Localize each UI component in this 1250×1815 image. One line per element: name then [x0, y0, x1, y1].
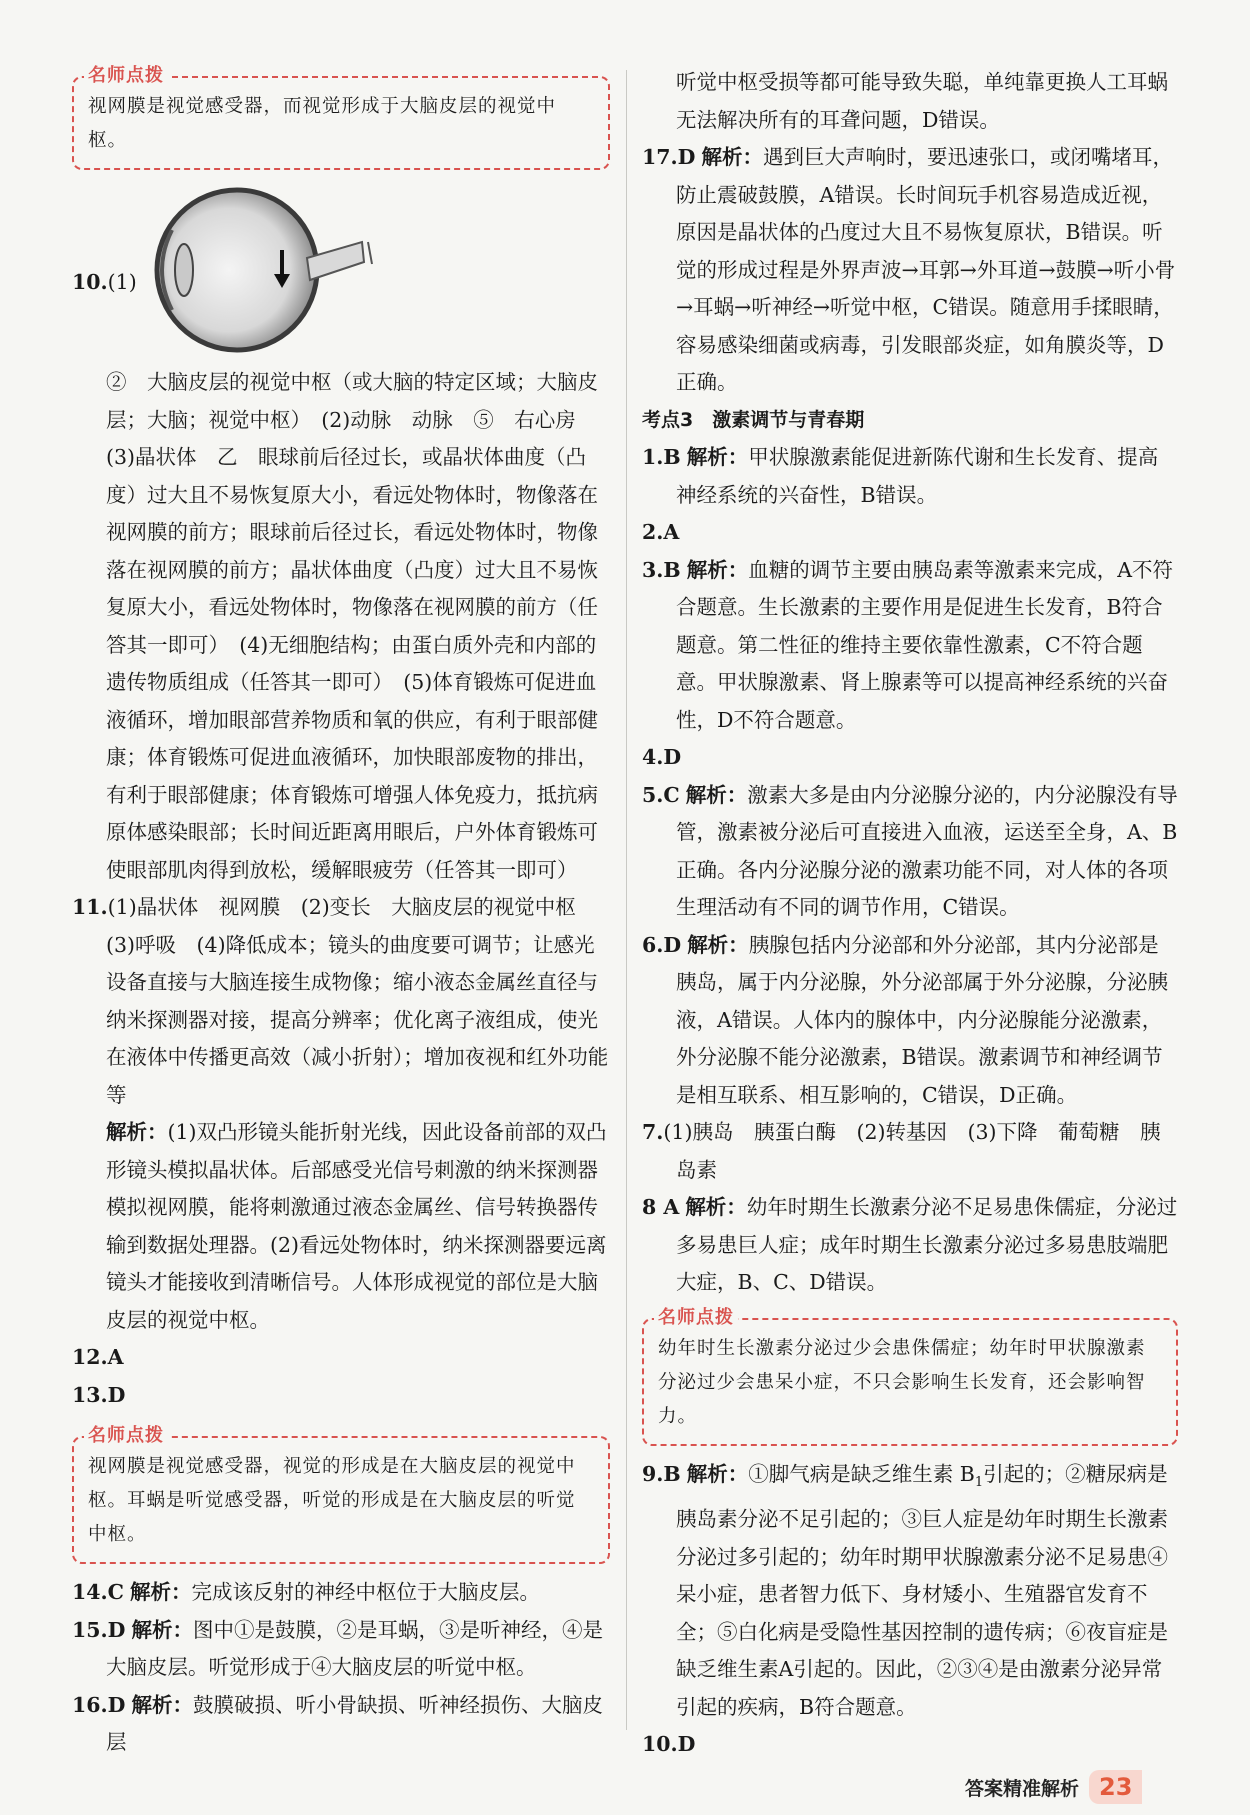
teacher-tip-box — [72, 1425, 610, 1564]
q14-answer: 14.C 解析：完成该反射的神经中枢位于大脑皮层。 — [72, 1580, 540, 1604]
column-divider — [626, 70, 627, 1730]
q16-answer: 16.D 解析：鼓膜破损、听小骨缺损、听神经损伤、大脑皮层 — [72, 1692, 603, 1754]
r10-answer: 10.D — [642, 1732, 696, 1757]
q10-answer — [72, 364, 610, 889]
r9-answer: 9.B 解析：①脚气病是缺乏维生素 $B_1$引起的；②糖尿病是胰岛素分泌不足引起的；③巨人症是幼年时期生长激素分泌过多引起的；幼年时期甲状腺激素分泌不足易患④呆小症，患者智力低下、身材矮小、生殖器官发育不全；⑤白化病是受隐性基因控制的遗传病；⑥夜盲症是缺乏维生素A引起的。因此，②③④是由激素分泌异常引起的疾病，B符合题意。 — [642, 1461, 1168, 1719]
tip-text: 视网膜是视觉感受器，视觉的形成是在大脑皮层的视觉中枢。耳蜗是听觉感受器，听觉的形成是在大脑皮层的听觉中枢。 — [88, 1456, 576, 1545]
r3-answer: 3.B 解析：血糖的调节主要由胰岛素等激素来完成，A不符合题意。生长激素的主要作用是促进生长发育，B符合题意。第二性征的维持主要依靠性激素，C不符合题意。甲状腺激素、肾上腺素等可以提高神经系统的兴奋性，D不符合题意。 — [642, 557, 1174, 732]
q11-analysis: 解析：(1)双凸形镜头能折射光线，因此设备前部的双凸形镜头模拟晶状体。后部感受光信号刺激的纳米探测器模拟视网膜，能将刺激通过液态金属丝、信号转换器传输到数据处理器。(2)看远处物体时，纳米探测器要远离镜头才能接收到清晰信号。人体形成视觉的部位是大脑皮层的视觉中枢。 — [106, 1120, 607, 1332]
footer-label: 答案精准解析 — [965, 1777, 1080, 1800]
right-column — [642, 64, 1178, 1764]
q13-answer: 13.D — [72, 1382, 126, 1407]
q10-eye-diagram-row — [72, 180, 610, 360]
q11-answer: 11.(1)晶状体 视网膜 (2)变长 大脑皮层的视觉中枢 (3)呼吸 (4)降低成本；镜头的曲度要可调节；让感光设备直接与大脑连接生成物像；缩小液态金属丝直径与纳米探测器对接，提高分辨率；优化离子液组成，使光在液体中传播更高效（减小折射）；增加夜视和红外功能等 — [72, 895, 609, 1107]
q10-label: 10.(1) — [72, 270, 137, 294]
page-number: 23 — [1089, 1770, 1142, 1804]
tip-label: 名师点拨 — [84, 64, 168, 88]
tip-text: 幼年时生长激素分泌过少会患侏儒症；幼年时甲状腺激素分泌过少会患呆小症，不只会影响生长发育，还会影响智力。 — [658, 1337, 1146, 1427]
r2-answer: 2.A — [642, 520, 680, 544]
tip-label: 名师点拨 — [654, 1306, 738, 1330]
r7-answer: 7.(1)胰岛 胰蛋白酶 (2)转基因 (3)下降 葡萄糖 胰岛素 — [642, 1120, 1161, 1182]
teacher-tip-box — [642, 1306, 1178, 1446]
tip-label: 名师点拨 — [84, 1424, 168, 1448]
r6-answer: 6.D 解析：胰腺包括内分泌部和外分泌部，其内分泌部是胰岛，属于内分泌腺，外分泌部属于外分泌腺，分泌胰液，A错误。人体内的腺体中，内分泌腺能分泌激素，外分泌腺不能分泌激素，B错误。激素调节和神经调节是相互联系、相互影响的，C错误，D正确。 — [642, 932, 1168, 1107]
r5-answer: 5.C 解析：激素大多是由内分泌腺分泌的，内分泌腺没有导管，激素被分泌后可直接进入血液，运送至全身，A、B正确。各内分泌腺分泌的激素功能不同，对人体的各项生理活动有不同的调节作用，C错误。 — [642, 782, 1178, 919]
lens-shape — [175, 244, 193, 296]
q16-continued: 听觉中枢受损等都可能导致失聪，单纯靠更换人工耳蜗无法解决所有的耳聋问题，D错误。 — [676, 70, 1168, 132]
page-footer — [965, 1770, 1142, 1804]
section-heading: 考点3 激素调节与青春期 — [642, 408, 865, 431]
r8-answer: 8 A 解析：幼年时期生长激素分泌不足易患侏儒症，分泌过多易患巨人症；成年时期生长激素分泌过多易患肢端肥大症，B、C、D错误。 — [642, 1195, 1178, 1294]
teacher-tip-box — [72, 65, 610, 170]
q17-answer: 17.D 解析：遇到巨大声响时，要迅速张口，或闭嘴堵耳，防止震破鼓膜，A错误。长时间玩手机容易造成近视，原因是晶状体的凸度过大且不易恢复原状，B错误。听觉的形成过程是外界声波→耳郭→外耳道→鼓膜→听小骨→耳蜗→听神经→听觉中枢，C错误。随意用手揉眼睛，容易感染细菌或病毒，引发眼部炎症，如角膜炎等，D正确。 — [642, 145, 1176, 394]
left-column — [72, 64, 610, 1762]
r4-answer: 4.D — [642, 745, 682, 769]
q10-answer-text: ② 大脑皮层的视觉中枢（或大脑的特定区域；大脑皮层；大脑；视觉中枢） (2)动脉 动脉 ⑤ 右心房 (3)晶状体 乙 眼球前后径过长，或晶状体曲度（凸度）过大且不易恢复原大小，看远处物体时，物像落在视网膜的前方；眼球前后径过长，看远处物体时，物像落在视网膜的前方；晶状体曲度（凸度）过大且不易恢复原大小，看远处物体时，物像落在视网膜的前方（任答其一即可） (4)无细胞结构；由蛋白质外壳和内部的遗传物质组成（任答其一即可） (5)体育锻炼可促进血液循环，增加眼部营养物质和氧的供应，有利于眼部健康；体育锻炼可促进血液循环，加快眼部废物的排出，有利于眼部健康；体育锻炼可增强人体免疫力，抵抗病原体感染眼部；长时间近距离用眼后，户外体育锻炼可使眼部肌肉得到放松，缓解眼疲劳（任答其一即可） — [106, 370, 598, 882]
r1-answer: 1.B 解析：甲状腺激素能促进新陈代谢和生长发育、提高神经系统的兴奋性，B错误。 — [642, 445, 1159, 507]
tip-text: 视网膜是视觉感受器，而视觉形成于大脑皮层的视觉中枢。 — [88, 96, 557, 151]
eyeball-diagram — [132, 180, 392, 360]
q12-answer: 12.A — [72, 1345, 124, 1369]
q15-answer: 15.D 解析：图中①是鼓膜，②是耳蜗，③是听神经，④是大脑皮层。听觉形成于④大脑皮层的听觉中枢。 — [72, 1617, 603, 1679]
